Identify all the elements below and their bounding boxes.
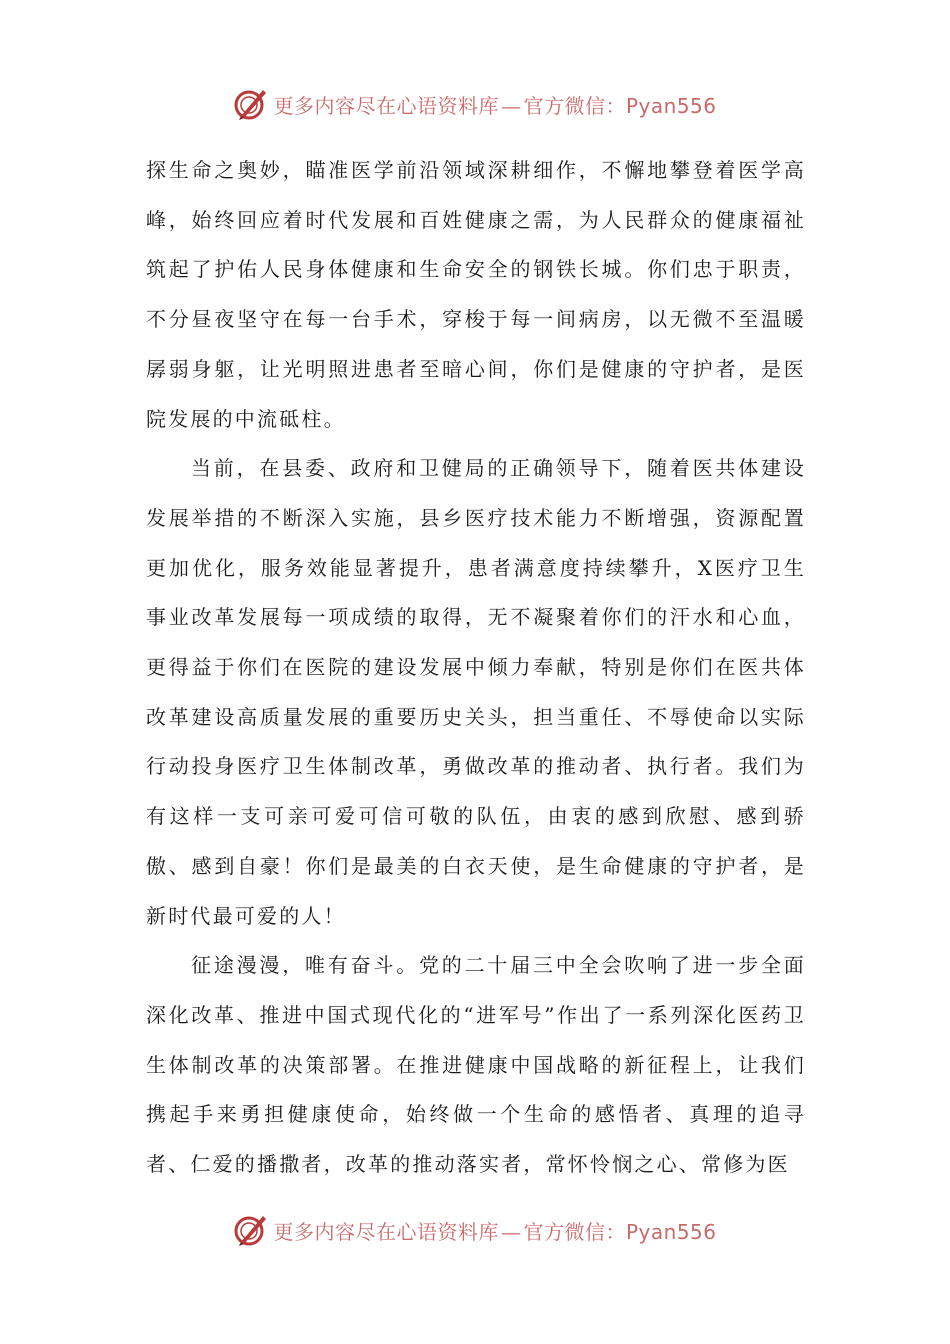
footer-wechat-label: 官方微信：: [523, 1219, 626, 1244]
footer-separator: —: [500, 1219, 522, 1244]
pen-logo-icon: [233, 1212, 269, 1248]
paragraph-2: 当前，在县委、政府和卫健局的正确领导下，随着医共体建设发展举措的不断深入实施，县乡医疗技术能力不断增强，资源配置更加优化，服务效能显著提升，患者满意度持续攀升，X医疗卫生事业改革发展每一项成绩的取得，无不凝聚着你们的汗水和心血，更得益于你们在医院的建设发展中倾力奉献，特别是你们在医共体改革建设高质量发展的重要历史关头，担当重任、不辱使命以实际行动投身医疗卫生体制改革，勇做改革的推动者、执行者。我们为有这样一支可亲可爱可信可敬的队伍，由衷的感到欣慰、感到骄傲、感到自豪！你们是最美的白衣天使，是生命健康的守护者，是新时代最可爱的人！: [146, 456, 806, 928]
paragraph-1: 探生命之奥妙，瞄准医学前沿领域深耕细作，不懈地攀登着医学高峰，始终回应着时代发展和百姓健康之需，为人民群众的健康福祉筑起了护佑人民身体健康和生命安全的钢铁长城。你们忠于职责，不分昼夜坚守在每一台手术，穿梭于每一间病房，以无微不至温暖孱弱身躯，让光明照进患者至暗心间，你们是健康的守护者，是医院发展的中流砥柱。: [146, 158, 806, 431]
footer-brand: 更多内容尽在心语资料库: [273, 1219, 499, 1244]
header-text: [273, 90, 716, 119]
header-wechat-id: Pyan556: [625, 93, 717, 118]
document-body: [146, 146, 806, 1190]
pen-logo-icon: [233, 86, 269, 122]
paragraph-3: 征途漫漫，唯有奋斗。党的二十届三中全会吹响了进一步全面深化改革、推进中国式现代化的“进军号”作出了一系列深化医药卫生体制改革的决策部署。在推进健康中国战略的新征程上，让我们携起手来勇担健康使命，始终做一个生命的感悟者、真理的追寻者、仁爱的播撒者，改革的推动落实者，常怀怜悯之心、常修为医: [146, 953, 806, 1177]
footer-text: [273, 1216, 716, 1245]
header-banner: [0, 82, 950, 126]
footer-wechat-id: Pyan556: [625, 1219, 717, 1244]
header-separator: —: [500, 93, 522, 118]
header-brand: 更多内容尽在心语资料库: [273, 93, 499, 118]
footer-banner: [0, 1208, 950, 1252]
header-wechat-label: 官方微信：: [523, 93, 626, 118]
